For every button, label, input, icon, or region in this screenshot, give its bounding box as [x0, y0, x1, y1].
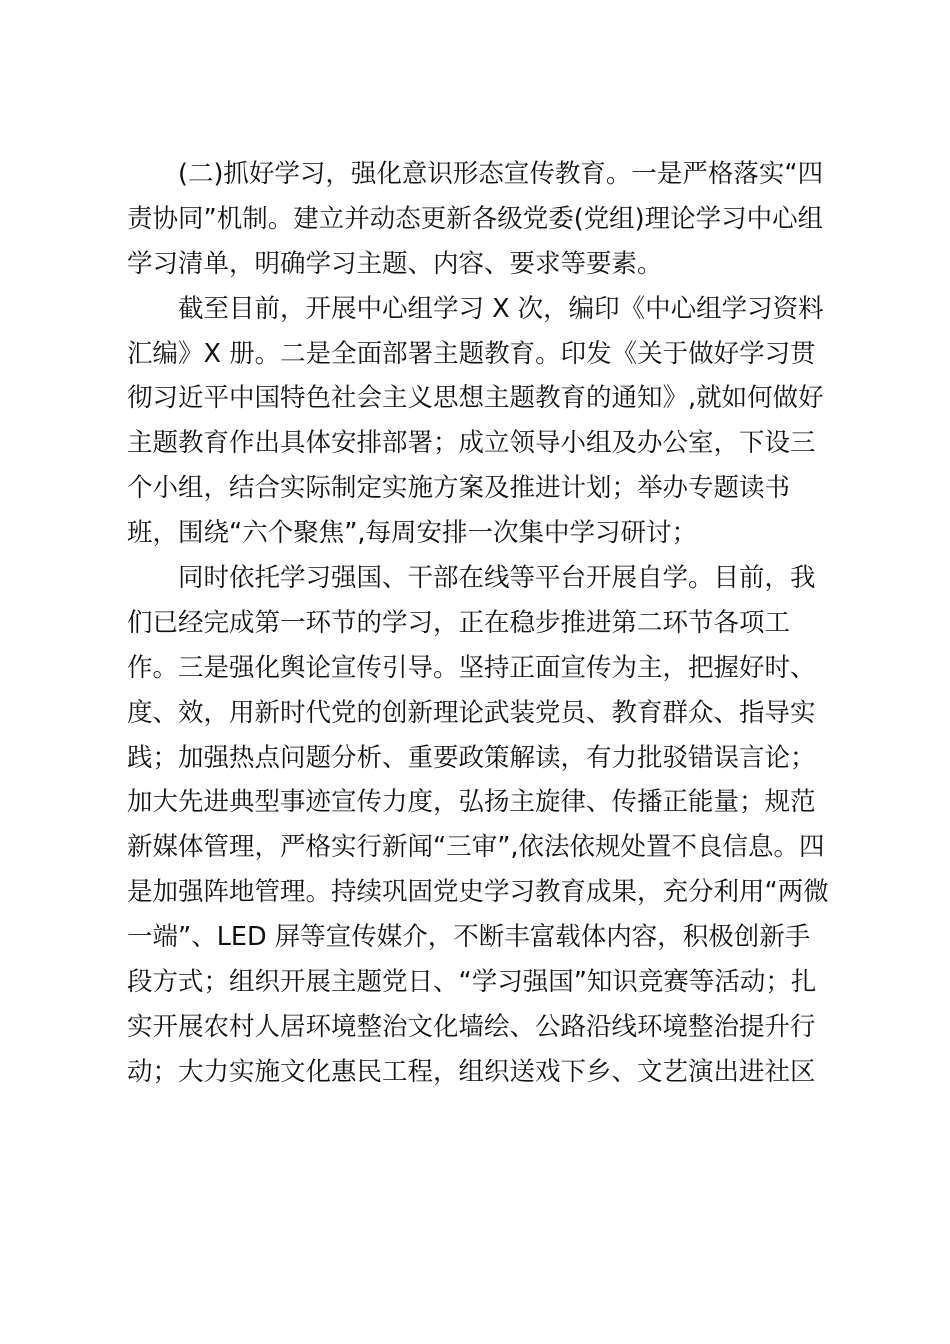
- paragraph-line: 加大先进典型事迹宣传力度，弘扬主旋律、传播正能量；规范: [127, 787, 816, 818]
- paragraph-line: 是加强阵地管理。持续巩固党史学习教育成果，充分利用“两微: [127, 877, 829, 908]
- paragraph-3: [127, 556, 839, 1095]
- paragraph-line: (二)抓好学习，强化意识形态宣传教育。一是严格落实“四: [178, 159, 824, 189]
- paragraph-line: 们已经完成第一环节的学习，正在稳步推进第二环节各项工: [127, 607, 791, 638]
- paragraph-line: 截至目前，开展中心组学习 X 次，编印《中心组学习资料: [178, 293, 824, 324]
- paragraph-line: 动；大力实施文化惠民工程，组织送戏下乡、文艺演出进社区: [127, 1056, 816, 1087]
- paragraph-line: 作。三是强化舆论宣传引导。坚持正面宣传为主，把握好时、: [127, 652, 816, 683]
- paragraph-line: 新媒体管理，严格实行新闻“三审”,依法依规处置不良信息。四: [127, 832, 825, 863]
- paragraph-line: 责协同”机制。建立并动态更新各级党委(党组)理论学习中心组: [127, 203, 824, 234]
- paragraph-line: 个小组，结合实际制定实施方案及推进计划；举办专题读书: [127, 473, 791, 504]
- paragraph-line: 班，围绕“六个聚焦”,每周安排一次集中学习研讨；: [127, 518, 698, 549]
- paragraph-line: 彻习近平中国特色社会主义思想主题教育的通知》,就如何做好: [127, 383, 824, 414]
- paragraph-line: 一端”、LED 屏等宣传媒介，不断丰富载体内容，积极创新手: [127, 922, 811, 953]
- paragraph-line: 汇编》X 册。二是全面部署主题教育。印发《关于做好学习贯: [127, 338, 816, 369]
- paragraph-line: 学习清单，明确学习主题、内容、要求等要素。: [127, 248, 663, 279]
- paragraph-2: [127, 287, 839, 556]
- paragraph-1: [127, 152, 839, 287]
- paragraph-line: 同时依托学习强国、干部在线等平台开展自学。目前，我: [178, 563, 816, 594]
- paragraph-line: 主题教育作出具体安排部署；成立领导小组及办公室，下设三: [127, 428, 816, 459]
- paragraph-line: 践；加强热点问题分析、重要政策解读，有力批驳错误言论；: [127, 742, 816, 773]
- paragraph-line: 实开展农村人居环境整治文化墙绘、公路沿线环境整治提升行: [127, 1011, 816, 1042]
- paragraph-line: 段方式；组织开展主题党日、“学习强国”知识竞赛等活动；扎: [127, 967, 817, 998]
- document-body: [127, 152, 839, 1095]
- paragraph-line: 度、效，用新时代党的创新理论武装党员、教育群众、指导实: [127, 697, 816, 728]
